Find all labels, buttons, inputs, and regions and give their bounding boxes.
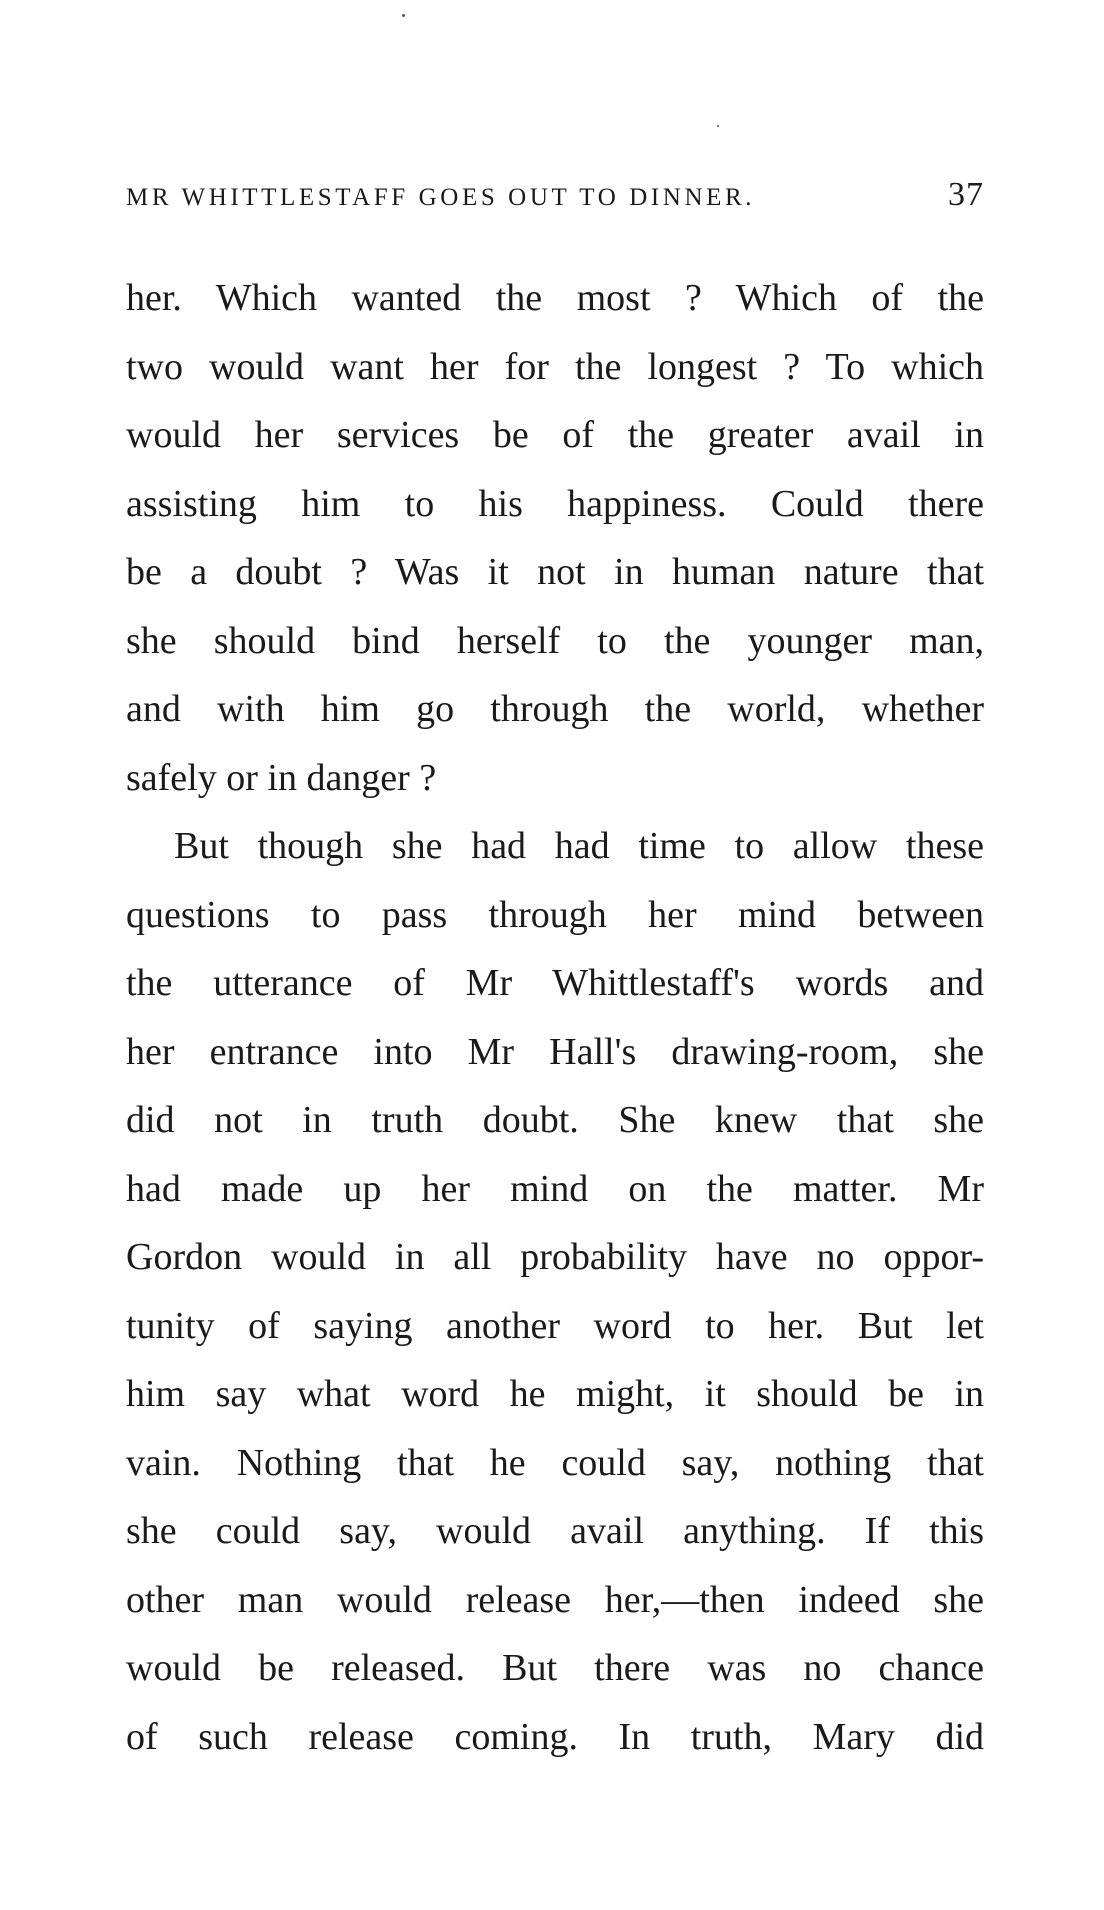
text-line: she could say, would avail anything. If this [126, 1510, 984, 1552]
text-line: tunity of saying another word to her. But let [126, 1304, 984, 1347]
text-line: did not in truth doubt. She knew that she [126, 1099, 984, 1141]
text-line: him say what word he might, it should be in [126, 1373, 984, 1415]
text-line: But though she had had time to allow these [174, 825, 984, 867]
text-line: the utterance of Mr Whittlestaff's words and [126, 962, 984, 1004]
text-line: of such release coming. In truth, Mary did [126, 1715, 984, 1758]
ink-speck [402, 14, 405, 17]
text-line: safely or in danger ? [126, 756, 437, 799]
text-line: assisting him to his happiness. Could there [126, 482, 984, 525]
paragraph [126, 812, 984, 1771]
text-line: Gordon would in all probability have no oppor- [126, 1236, 984, 1278]
running-title: MR WHITTLESTAFF GOES OUT TO DINNER. [126, 184, 756, 211]
paragraph [126, 264, 984, 812]
text-line: vain. Nothing that he could say, nothing that [126, 1441, 984, 1484]
text-line: had made up her mind on the matter. Mr [126, 1167, 984, 1210]
text-line: two would want her for the longest ? To which [126, 345, 984, 388]
text-line: she should bind herself to the younger man, [126, 619, 984, 662]
text-line: her. Which wanted the most ? Which of the [126, 277, 984, 319]
body-text [126, 264, 984, 1771]
text-line: questions to pass through her mind between [126, 893, 984, 936]
text-line: her entrance into Mr Hall's drawing-room, she [126, 1030, 984, 1073]
text-line: would be released. But there was no chance [126, 1647, 984, 1689]
page-number: 37 [948, 176, 984, 213]
ink-speck [717, 125, 719, 127]
text-line: other man would release her,—then indeed she [126, 1578, 984, 1621]
text-line: be a doubt ? Was it not in human nature that [126, 551, 984, 593]
running-head [126, 176, 984, 220]
text-line: and with him go through the world, whether [126, 688, 984, 730]
text-line: would her services be of the greater avail in [126, 414, 984, 456]
